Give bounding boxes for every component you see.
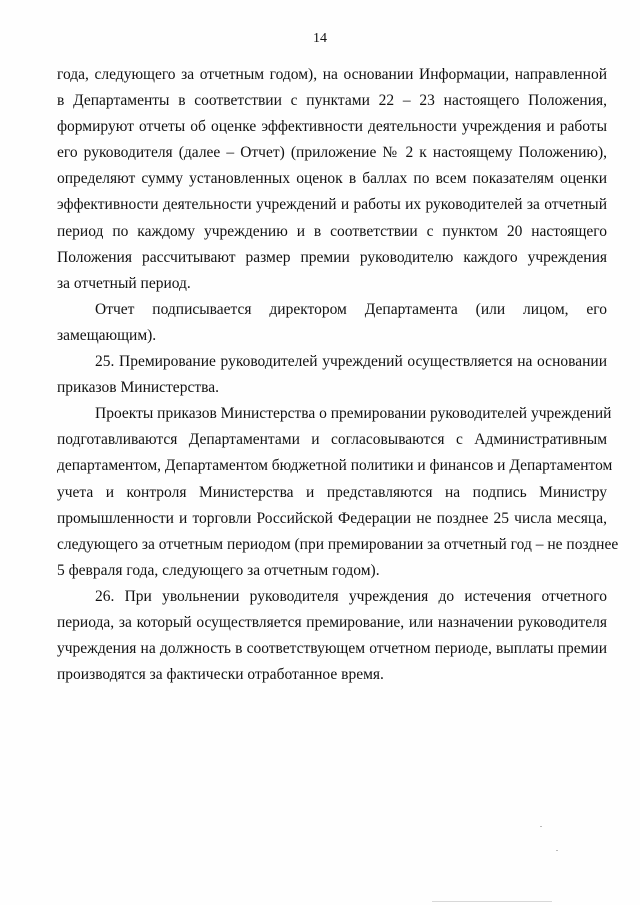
text-line: замещающим). xyxy=(57,326,157,344)
scan-speck xyxy=(540,826,542,827)
text-line: определяют сумму установленных оценок в баллах по всем показателям оценки xyxy=(57,170,607,188)
text-line: в Департаменты в соответствии с пунктами 22 – 23 настоящего Положения, xyxy=(57,92,607,110)
text-line: учета и контроля Министерства и представляются на подпись Министру xyxy=(57,483,607,501)
paragraph-item-26 xyxy=(57,584,607,688)
text-line: производятся за фактически отработанное время. xyxy=(57,666,384,684)
text-line: подготавливаются Департаментами и согласовываются с Административным xyxy=(57,431,607,449)
text-line: за отчетный период. xyxy=(57,274,191,292)
text-line: промышленности и торговли Российской Федерации не позднее 25 числа месяца, xyxy=(57,509,607,527)
text-line: приказов Министерства. xyxy=(57,379,219,397)
paragraph-order-drafts xyxy=(57,401,619,584)
text-line: 25. Премирование руководителей учреждений осуществляется на основании xyxy=(95,353,607,371)
text-line: периода, за который осуществляется премирование, или назначении руководителя xyxy=(57,613,607,631)
text-line: его руководителя (далее – Отчет) (приложение № 2 к настоящему Положению), xyxy=(57,144,607,162)
text-line: учреждения на должность в соответствующем отчетном периоде, выплаты премии xyxy=(57,640,607,658)
text-line: формируют отчеты об оценке эффективности деятельности учреждения и работы xyxy=(57,118,607,136)
paragraph-item-25 xyxy=(57,349,607,401)
text-line: эффективности деятельности учреждений и работы их руководителей за отчетный xyxy=(57,196,607,214)
text-line: 5 февраля года, следующего за отчетным годом). xyxy=(57,561,380,579)
scan-speck xyxy=(432,901,552,902)
body-text xyxy=(57,62,619,688)
text-line: года, следующего за отчетным годом), на основании Информации, направленной xyxy=(57,66,607,83)
text-line: Отчет подписывается директором Департамента (или лицом, его xyxy=(95,300,607,318)
paragraph-continuation xyxy=(57,62,607,297)
page-number: 14 xyxy=(313,31,327,46)
text-line: 26. При увольнении руководителя учреждения до истечения отчетного xyxy=(95,587,607,605)
text-line: следующего за отчетным периодом (при премировании за отчетный год – не позднее xyxy=(57,535,619,553)
text-line: период по каждому учреждению и в соответствии с пунктом 20 настоящего xyxy=(57,222,607,240)
scan-speck xyxy=(556,850,558,851)
paragraph-report-signature xyxy=(57,297,607,349)
text-line: Проекты приказов Министерства о премировании руководителей учреждений xyxy=(95,405,612,423)
text-line: Положения рассчитывают размер премии руководителю каждого учреждения xyxy=(57,248,607,266)
text-line: департаментом, Департаментом бюджетной политики и финансов и Департаментом xyxy=(57,457,613,475)
